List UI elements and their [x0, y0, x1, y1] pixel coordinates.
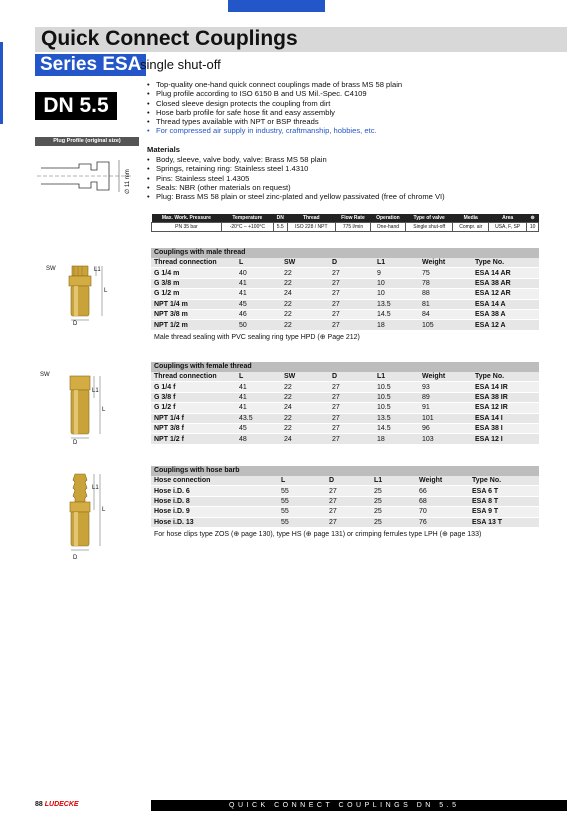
dim-l1-label: L1 — [94, 267, 101, 273]
cell: 27 — [326, 507, 371, 517]
page-number: 88 — [35, 801, 43, 808]
footer-bar: QUICK CONNECT COUPLINGS DN 5.5 — [151, 800, 567, 811]
col-header: Weight — [419, 372, 472, 382]
dim-sw-label: SW — [40, 372, 50, 378]
section-note: For hose clips type ZOS (⊕ page 130), type HS (⊕ page 131) or crimping ferrules type LPH (⊕ page 133) — [154, 530, 482, 538]
col-header: Type No. — [469, 476, 539, 486]
male-thread-section — [151, 248, 539, 341]
cell: 27 — [329, 320, 374, 330]
female-thread-section — [151, 362, 539, 445]
spec-value: One-hand — [370, 223, 405, 232]
cell: 10.5 — [374, 382, 419, 392]
cell: 89 — [419, 392, 472, 402]
cell: 10 — [374, 289, 419, 299]
feature-item: • For compressed air supply in industry, craftmanship, hobbies, etc. — [147, 126, 567, 135]
section-title: Couplings with hose barb — [151, 466, 539, 476]
cell: 24 — [281, 434, 329, 444]
cell: 27 — [329, 423, 374, 433]
dim-l1-label: L1 — [92, 388, 99, 394]
col-header: L1 — [374, 258, 419, 268]
materials-heading: Materials — [147, 145, 180, 154]
cell: 78 — [419, 278, 472, 288]
cell: 40 — [236, 268, 281, 278]
cell: ESA 38 AR — [472, 278, 539, 288]
dim-l-label: L — [104, 288, 108, 294]
top-accent-bar — [228, 0, 325, 12]
cell: 27 — [329, 392, 374, 402]
cell: 55 — [278, 486, 326, 496]
female-coupling-illustration — [44, 370, 144, 446]
table-row — [151, 496, 539, 506]
col-header: Thread connection — [151, 372, 236, 382]
cell: 55 — [278, 517, 326, 527]
cell: 10.5 — [374, 392, 419, 402]
cell: 22 — [281, 413, 329, 423]
cell: ESA 38 I — [472, 423, 539, 433]
col-header: L1 — [374, 372, 419, 382]
cell: 27 — [329, 382, 374, 392]
cell: 41 — [236, 403, 281, 413]
material-item: • Springs, retaining ring: Stainless steel 1.4310 — [147, 164, 567, 173]
cell: G 1/4 m — [151, 268, 236, 278]
cell: NPT 1/4 m — [151, 299, 236, 309]
table-row — [151, 268, 539, 278]
brand-logo: LUDECKE — [44, 801, 79, 808]
page-title: Quick Connect Couplings — [41, 27, 298, 50]
cell: Hose i.D. 9 — [151, 507, 278, 517]
cell: 55 — [278, 496, 326, 506]
col-header: Hose connection — [151, 476, 278, 486]
cell: NPT 1/2 f — [151, 434, 236, 444]
cell: NPT 3/8 m — [151, 309, 236, 319]
table-row — [151, 320, 539, 330]
cell: 101 — [419, 413, 472, 423]
col-header: L — [236, 258, 281, 268]
table-row — [151, 403, 539, 413]
cell: 13.5 — [374, 299, 419, 309]
cell: 10.5 — [374, 403, 419, 413]
table-row — [151, 289, 539, 299]
cell: ESA 38 A — [472, 309, 539, 319]
cell: NPT 1/4 f — [151, 413, 236, 423]
cell: 27 — [329, 268, 374, 278]
cell: 43.5 — [236, 413, 281, 423]
series-badge: Series ESA — [35, 54, 146, 76]
cell: 22 — [281, 423, 329, 433]
table-row — [151, 486, 539, 496]
cell: ESA 8 T — [469, 496, 539, 506]
hose-barb-section — [151, 466, 539, 538]
section-note: Male thread sealing with PVC sealing ring type HPD (⊕ Page 212) — [154, 333, 360, 341]
spec-value: ISO 228 / NPT — [287, 223, 335, 232]
cell: ESA 14 AR — [472, 268, 539, 278]
material-item: • Plug: Brass MS 58 plain or steel zinc-plated and yellow passivated (free of chrome VI) — [147, 192, 567, 201]
cell: 24 — [281, 403, 329, 413]
cell: 22 — [281, 392, 329, 402]
footer-page — [35, 801, 79, 808]
cell: 41 — [236, 278, 281, 288]
dim-l-label: L — [102, 407, 106, 413]
cell: Hose i.D. 6 — [151, 486, 278, 496]
title-bar — [35, 27, 567, 52]
cell: 18 — [374, 320, 419, 330]
spec-header: Thread — [287, 214, 335, 223]
cell: 45 — [236, 299, 281, 309]
cell: ESA 12 IR — [472, 403, 539, 413]
cell: 27 — [329, 299, 374, 309]
cell: ESA 6 T — [469, 486, 539, 496]
cell: NPT 1/2 m — [151, 320, 236, 330]
cell: 84 — [419, 309, 472, 319]
col-header: SW — [281, 372, 329, 382]
hose-barb-coupling-illustration — [44, 470, 144, 560]
cell: ESA 14 IR — [472, 382, 539, 392]
col-header: L1 — [371, 476, 416, 486]
cell: ESA 38 IR — [472, 392, 539, 402]
cell: 27 — [326, 486, 371, 496]
cell: G 1/2 m — [151, 289, 236, 299]
cell: G 3/8 m — [151, 278, 236, 288]
table-row — [151, 413, 539, 423]
col-header: L — [278, 476, 326, 486]
cell: 41 — [236, 289, 281, 299]
cell: 27 — [326, 496, 371, 506]
plug-diameter-label: ∅ 11 mm — [125, 169, 131, 194]
table-row — [151, 278, 539, 288]
cell: 27 — [329, 413, 374, 423]
cell: 75 — [419, 268, 472, 278]
dim-d-label: D — [73, 321, 78, 327]
cell: 13.5 — [374, 413, 419, 423]
cell: 22 — [281, 320, 329, 330]
spec-header: Temperature — [221, 214, 273, 223]
cell: Hose i.D. 8 — [151, 496, 278, 506]
col-header: Weight — [416, 476, 469, 486]
cell: ESA 9 T — [469, 507, 539, 517]
cell: ESA 14 A — [472, 299, 539, 309]
cell: 45 — [236, 423, 281, 433]
spec-value: PN 35 bar — [152, 223, 222, 232]
materials-list — [147, 155, 567, 201]
cell: 50 — [236, 320, 281, 330]
cell: 46 — [236, 309, 281, 319]
cell: Hose i.D. 13 — [151, 517, 278, 527]
col-header: L — [236, 372, 281, 382]
spec-value: USA, F, SP — [489, 223, 527, 232]
cell: 24 — [281, 289, 329, 299]
cell: 27 — [329, 403, 374, 413]
cell: 25 — [371, 517, 416, 527]
spec-header: Media — [453, 214, 489, 223]
col-header: D — [329, 258, 374, 268]
cell: 103 — [419, 434, 472, 444]
cell: 27 — [329, 289, 374, 299]
cell: 41 — [236, 382, 281, 392]
table-row — [151, 423, 539, 433]
cell: 14.5 — [374, 309, 419, 319]
cell: ESA 12 I — [472, 434, 539, 444]
col-header: D — [326, 476, 371, 486]
spec-table — [151, 214, 539, 232]
dim-l-label: L — [102, 507, 106, 513]
cell: 105 — [419, 320, 472, 330]
cell: 41 — [236, 392, 281, 402]
spec-value: 5.5 — [273, 223, 287, 232]
feature-item: • Closed sleeve design protects the coupling from dirt — [147, 99, 567, 108]
cell: 81 — [419, 299, 472, 309]
col-header: SW — [281, 258, 329, 268]
col-header: Type No. — [472, 372, 539, 382]
spec-header: DN — [273, 214, 287, 223]
spec-header: Type of valve — [405, 214, 453, 223]
table-row — [151, 507, 539, 517]
cell: 70 — [416, 507, 469, 517]
cell: 48 — [236, 434, 281, 444]
dim-l1-label: L1 — [92, 485, 99, 491]
cell: ESA 14 I — [472, 413, 539, 423]
feature-item: • Plug profile according to ISO 6150 B and US Mil.-Spec. C4109 — [147, 89, 567, 98]
col-header: D — [329, 372, 374, 382]
dn-badge: DN 5.5 — [35, 92, 117, 120]
spec-value: 10 — [527, 223, 539, 232]
feature-list — [147, 80, 567, 136]
cell: 27 — [329, 434, 374, 444]
cell: 10 — [374, 278, 419, 288]
cell: G 3/8 f — [151, 392, 236, 402]
cell: 18 — [374, 434, 419, 444]
section-title: Couplings with female thread — [151, 362, 539, 372]
plug-profile-drawing — [35, 150, 139, 210]
dim-d-label: D — [73, 440, 78, 446]
feature-item: • Thread types available with NPT or BSP threads — [147, 117, 567, 126]
table-row — [151, 517, 539, 527]
spec-value: Single shut-off — [405, 223, 453, 232]
table-row — [151, 299, 539, 309]
spec-header-icon: ⊚ — [527, 214, 539, 223]
cell: ESA 12 A — [472, 320, 539, 330]
cell: 93 — [419, 382, 472, 392]
table-row — [151, 434, 539, 444]
cell: ESA 12 AR — [472, 289, 539, 299]
cell: 27 — [326, 517, 371, 527]
cell: 9 — [374, 268, 419, 278]
cell: 88 — [419, 289, 472, 299]
cell: 22 — [281, 299, 329, 309]
material-item: • Seals: NBR (other materials on request) — [147, 183, 567, 192]
cell: 91 — [419, 403, 472, 413]
spec-header: Operation — [370, 214, 405, 223]
spec-header: Area — [489, 214, 527, 223]
cell: 22 — [281, 278, 329, 288]
cell: 55 — [278, 507, 326, 517]
cell: 66 — [416, 486, 469, 496]
table-row — [151, 392, 539, 402]
col-header: Weight — [419, 258, 472, 268]
feature-item: • Hose barb profile for safe hose fit and easy assembly — [147, 108, 567, 117]
dim-d-label: D — [73, 555, 78, 561]
spec-header: Flow Rate — [335, 214, 370, 223]
cell: 22 — [281, 382, 329, 392]
cell: 25 — [371, 486, 416, 496]
table-row — [151, 382, 539, 392]
spec-value: Compr. air — [453, 223, 489, 232]
cell: 27 — [329, 309, 374, 319]
cell: G 1/4 f — [151, 382, 236, 392]
material-item: • Pins: Stainless steel 1.4305 — [147, 174, 567, 183]
cell: 25 — [371, 496, 416, 506]
spec-value: 775 l/min — [335, 223, 370, 232]
cell: 14.5 — [374, 423, 419, 433]
left-accent-bar — [0, 42, 3, 124]
cell: ESA 13 T — [469, 517, 539, 527]
section-title: Couplings with male thread — [151, 248, 539, 258]
material-item: • Body, sleeve, valve body, valve: Brass MS 58 plain — [147, 155, 567, 164]
cell: G 1/2 f — [151, 403, 236, 413]
spec-value: -20°C – +100°C — [221, 223, 273, 232]
cell: 76 — [416, 517, 469, 527]
series-subtitle: single shut-off — [140, 57, 221, 72]
spec-header: Max. Work. Pressure — [152, 214, 222, 223]
cell: 96 — [419, 423, 472, 433]
cell: 22 — [281, 309, 329, 319]
col-header: Type No. — [472, 258, 539, 268]
feature-item: • Top-quality one-hand quick connect couplings made of brass MS 58 plain — [147, 80, 567, 89]
cell: 27 — [329, 278, 374, 288]
col-header: Thread connection — [151, 258, 236, 268]
table-row — [151, 309, 539, 319]
cell: 22 — [281, 268, 329, 278]
cell: NPT 3/8 f — [151, 423, 236, 433]
cell: 68 — [416, 496, 469, 506]
dim-sw-label: SW — [46, 266, 56, 272]
cell: 25 — [371, 507, 416, 517]
plug-profile-label: Plug Profile (original size) — [35, 137, 139, 146]
